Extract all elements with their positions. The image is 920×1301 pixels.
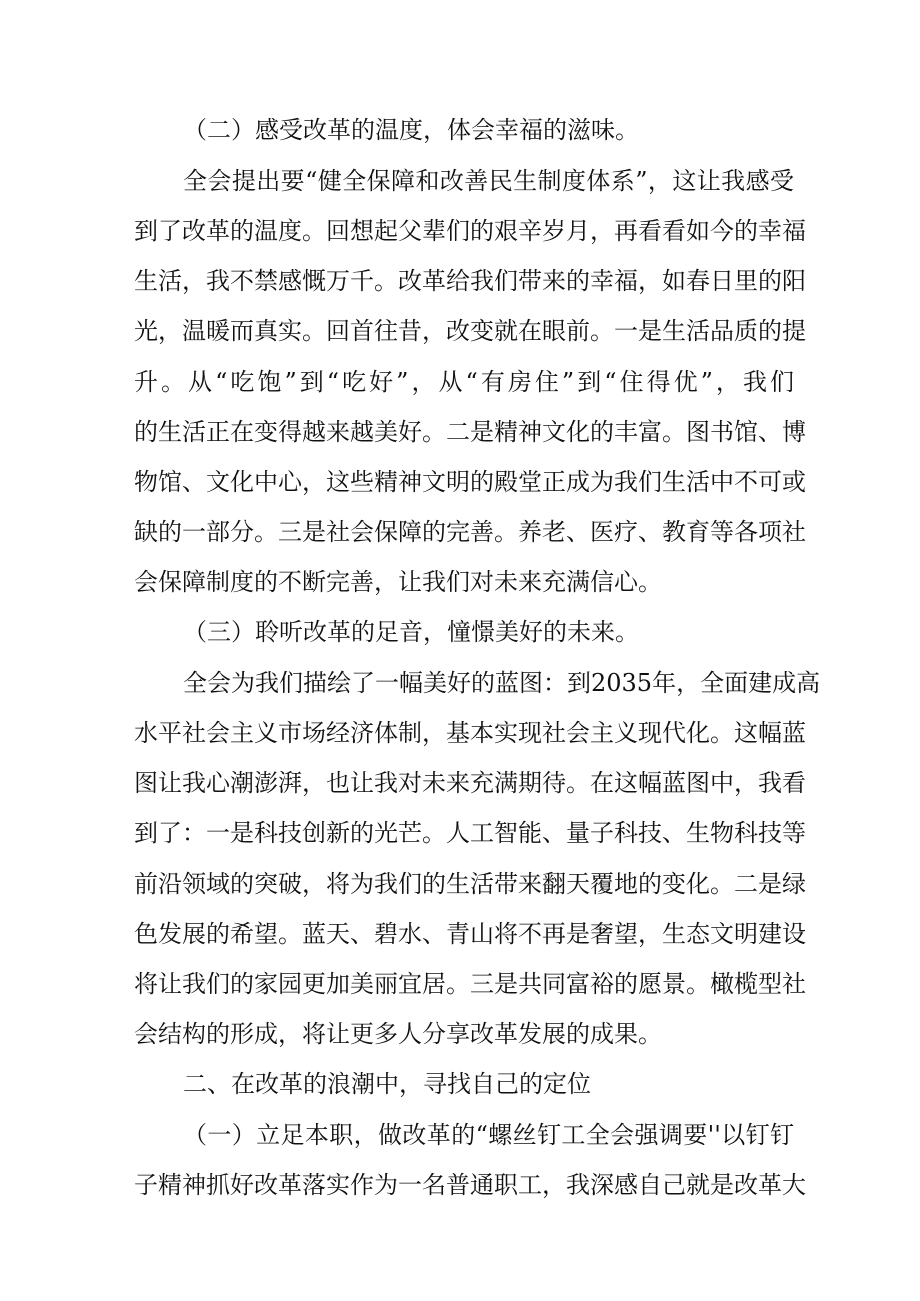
paragraph-line: 子精神抓好改革落实作为一名普通职工，我深感自己就是改革大 — [134, 1171, 806, 1199]
paragraph-line: 色发展的希望。蓝天、碧水、青山将不再是奢望，生态文明建设 — [134, 920, 806, 948]
paragraph-line: 图让我心潮澎湃，也让我对未来充满期待。在这幅蓝图中，我看 — [134, 769, 806, 797]
paragraph-line: （一）立足本职，做改革的“螺丝钉工全会强调要''以钉钉 — [183, 1121, 794, 1149]
paragraph-line: 会结构的形成，将让更多人分享改革发展的成果。 — [134, 1020, 662, 1048]
section-heading-2: 二、在改革的浪潮中，寻找自己的定位 — [183, 1070, 591, 1098]
paragraph-line: 将让我们的家园更加美丽宜居。三是共同富裕的愿景。橄榄型社 — [134, 970, 806, 998]
paragraph-line: 全会提出要“健全保障和改善民生制度体系”，这让我感受 — [183, 167, 794, 195]
paragraph-line: 水平社会主义市场经济体制，基本实现社会主义现代化。这幅蓝 — [134, 719, 806, 747]
paragraph-line: 生活，我不禁感慨万千。改革给我们带来的幸福，如春日里的阳 — [134, 267, 806, 295]
paragraph-line: 前沿领域的突破，将为我们的生活带来翻天覆地的变化。二是绿 — [134, 870, 806, 898]
paragraph-line: 到了改革的温度。回想起父辈们的艰辛岁月，再看看如今的幸福 — [134, 217, 806, 245]
paragraph-line: 会保障制度的不断完善，让我们对未来充满信心。 — [134, 568, 662, 596]
paragraph-line: 全会为我们描绘了一幅美好的蓝图：到2035年，全面建成高 — [183, 669, 821, 697]
paragraph-line: 物馆、文化中心，这些精神文明的殿堂正成为我们生活中不可或 — [134, 468, 806, 496]
section-heading-2-2: （二）感受改革的温度，体会幸福的滋味。 — [183, 116, 639, 144]
paragraph-line: 光，温暖而真实。回首往昔，改变就在眼前。一是生活品质的提 — [134, 317, 806, 345]
paragraph-line: 到了：一是科技创新的光芒。人工智能、量子科技、生物科技等 — [134, 819, 806, 847]
paragraph-line: 升。从“吃饱”到“吃好”，从“有房住”到“住得优”，我们 — [134, 368, 794, 396]
paragraph-line: 缺的一部分。三是社会保障的完善。养老、医疗、教育等各项社 — [134, 518, 806, 546]
paragraph-line: 的生活正在变得越来越美好。二是精神文化的丰富。图书馆、博 — [134, 418, 806, 446]
section-heading-2-3: （三）聆听改革的足音，憧憬美好的未来。 — [183, 618, 639, 646]
